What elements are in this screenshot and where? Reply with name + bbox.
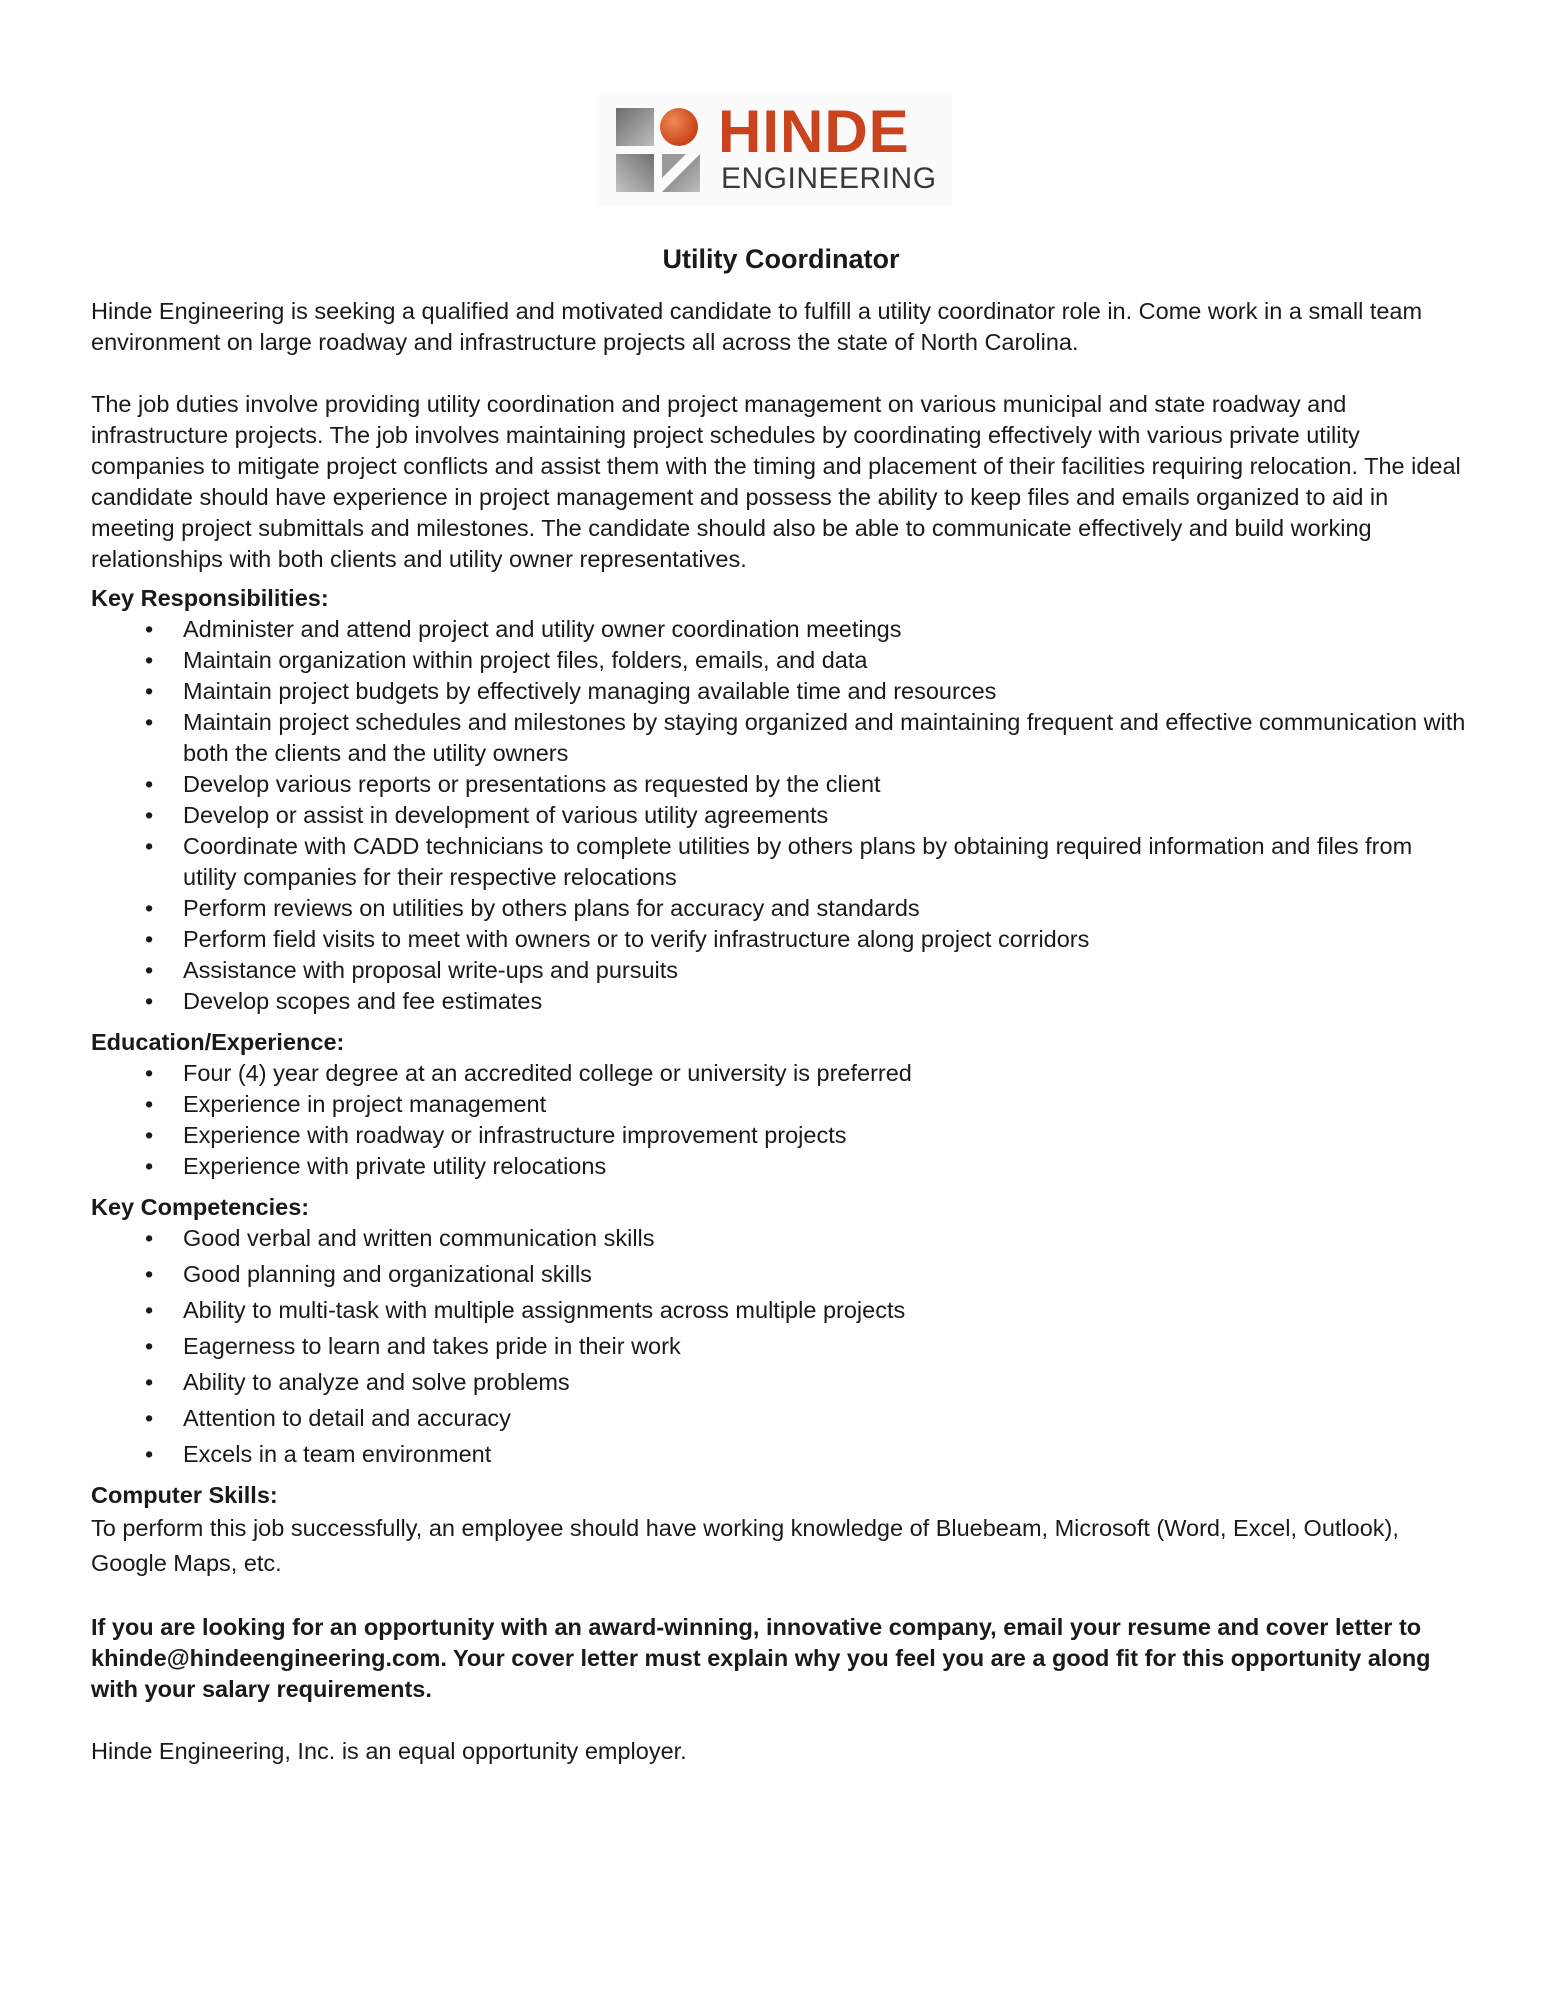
list-item: • Good verbal and written communication skills [91, 1223, 1471, 1254]
list-item: • Perform field visits to meet with owners or to verify infrastructure along project corridors [91, 924, 1471, 955]
education-list [91, 1058, 1471, 1182]
list-item: • Good planning and organizational skills [91, 1259, 1471, 1290]
responsibilities-heading: Key Responsibilities: [91, 585, 329, 611]
logo-mark-icon [616, 108, 700, 192]
list-item: • Administer and attend project and utility owner coordination meetings [91, 614, 1471, 645]
logo-subtitle: ENGINEERING [721, 162, 937, 195]
company-logo [598, 94, 952, 206]
list-item: • Ability to analyze and solve problems [91, 1367, 1471, 1398]
page-title: Utility Coordinator [662, 244, 900, 274]
list-item: • Experience in project management [91, 1089, 1471, 1120]
list-item: • Attention to detail and accuracy [91, 1403, 1471, 1434]
list-item: • Maintain project budgets by effectively managing available time and resources [91, 676, 1471, 707]
education-heading: Education/Experience: [91, 1029, 345, 1055]
list-item: • Excels in a team environment [91, 1439, 1471, 1470]
intro-paragraph: Hinde Engineering is seeking a qualified and motivated candidate to fulfill a utility coordinator role in. Come work in a small team environment on large roadway and infrastructure projects all across the state of North Carolina. [91, 298, 1423, 355]
list-item: • Coordinate with CADD technicians to complete utilities by others plans by obtaining required information and files from utility companies for their respective relocations [91, 831, 1471, 893]
competencies-heading: Key Competencies: [91, 1194, 310, 1220]
list-item: • Ability to multi-task with multiple assignments across multiple projects [91, 1295, 1471, 1326]
document-body [91, 242, 1471, 1767]
duties-paragraph: The job duties involve providing utility coordination and project management on various municipal and state roadway and infrastructure projects. The job involves maintaining project schedules by coordinating effectively with various private utility companies to mitigate project conflicts and assist them with the timing and placement of their facilities requiring relocation. The ideal candidate should have experience in project management and possess the ability to keep files and emails organized to aid in meeting project submittals and milestones. The candidate should also be able to communicate effectively and build working relationships with both clients and utility owner representatives. [91, 391, 1461, 572]
list-item: • Maintain organization within project files, folders, emails, and data [91, 645, 1471, 676]
list-item: • Develop scopes and fee estimates [91, 986, 1471, 1017]
list-item: • Experience with roadway or infrastructure improvement projects [91, 1120, 1471, 1151]
apply-paragraph: If you are looking for an opportunity with an award-winning, innovative company, email your resume and cover letter to khinde@hindeengineering.com. Your cover letter must explain why you feel you are a good fit for this opportunity along with your salary requirements. [91, 1614, 1431, 1702]
computer-skills-heading: Computer Skills: [91, 1482, 278, 1508]
list-item: • Eagerness to learn and takes pride in their work [91, 1331, 1471, 1362]
list-item: • Develop or assist in development of various utility agreements [91, 800, 1471, 831]
list-item: • Develop various reports or presentations as requested by the client [91, 769, 1471, 800]
list-item: • Perform reviews on utilities by others plans for accuracy and standards [91, 893, 1471, 924]
competencies-list [91, 1223, 1471, 1470]
list-item: • Four (4) year degree at an accredited college or university is preferred [91, 1058, 1471, 1089]
logo-wordmark: HINDE [718, 98, 910, 165]
eeo-statement: Hinde Engineering, Inc. is an equal opportunity employer. [91, 1738, 687, 1764]
list-item: • Maintain project schedules and milestones by staying organized and maintaining frequent and effective communication with both the clients and the utility owners [91, 707, 1471, 769]
computer-skills-paragraph: To perform this job successfully, an employee should have working knowledge of Bluebeam, Microsoft (Word, Excel, Outlook), Google Maps, etc. [91, 1515, 1399, 1576]
list-item: • Experience with private utility relocations [91, 1151, 1471, 1182]
responsibilities-list [91, 614, 1471, 1017]
list-item: • Assistance with proposal write-ups and pursuits [91, 955, 1471, 986]
